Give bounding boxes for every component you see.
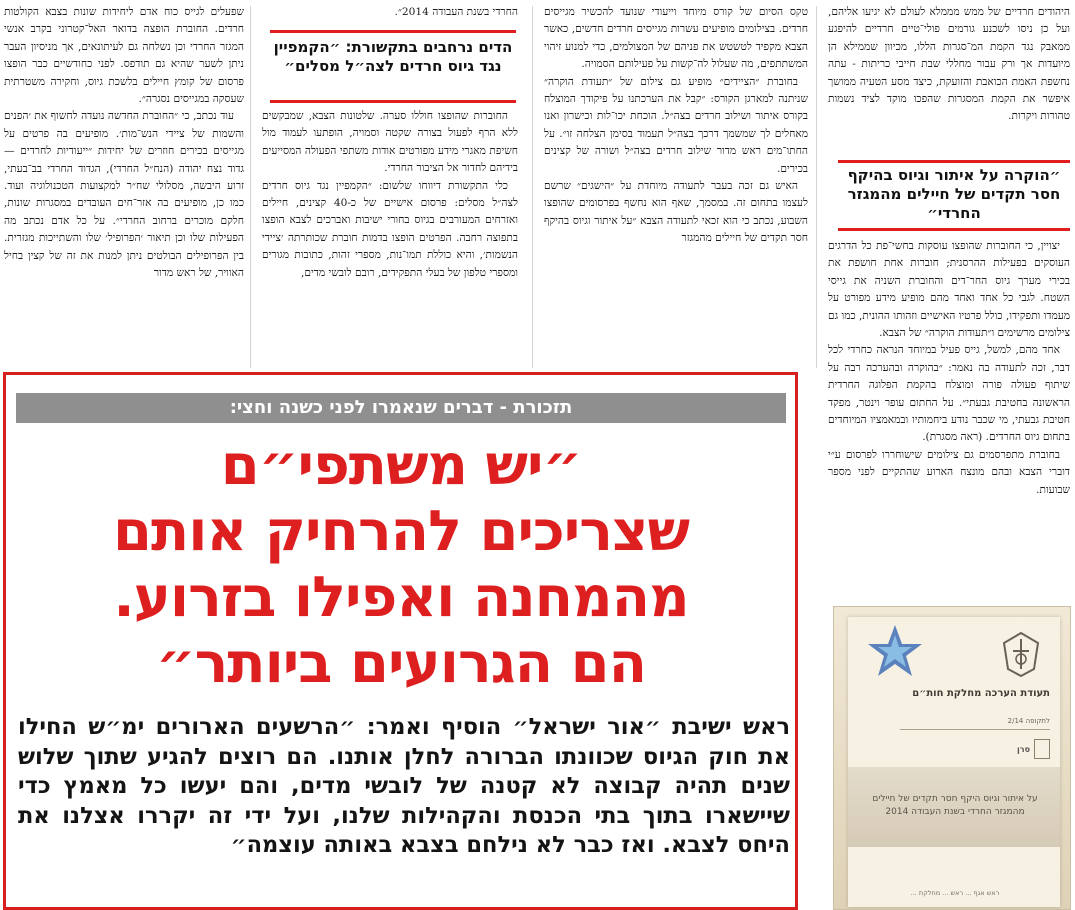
article-column-4 [4,4,244,283]
subheading-rule [270,30,516,33]
quote-body: ראש ישיבת ״אור ישראל״ הוסיף ואמר: ״הרשעים הארורים ימ״ש החילו את חוק הגיוס שכוונתו הברורה לחלן אותנו. הם רוצים להגיע שתוך שלוש שנים תהיה קבוצה לא קטנה של לובשי מדים, והם יעשו כל מאמץ כדי שיישארו בתוך בתי הכנסת והקהילות שלנו, ועל ידי זה יקררו אצלנו את היחס לצבא. ואז כבר לא נילחם בצבא באותה עוצמה״ [18,714,790,858]
paragraph: טקס הסיום של קורס מיוחד וייעודי שנועד להכשיר מגייסים חרדים. בצילומים מופיעים עשרות מגייסים חרדים חדשים, כאשר הצבא מקפיד לטשטש את פניהם של המצולמים, כדי למנוע זיהוי המשתתפים, מה שעלול לה־קשות על פעילותם הסמויה. [544,6,808,71]
article-column-3 [262,4,518,21]
star-emblem-icon [864,623,926,681]
certificate-footer: ראש אגף ... ראש ... מחלקת ... [910,889,1000,897]
quote-headline-line: שצריכים להרחיק אותם [113,499,689,564]
subheading-recognition: ״הוקרה על איתור וגיוס בהיקף חסר תקדים של חיילים מהמגזר החרדי״ [847,166,1061,222]
quote-box [3,372,798,910]
paragraph: כלי התקשורת דיווחו שלשום: ״הקמפיין נגד גיוס חרדים לצה״ל מסלים: פרסום אישיים של כ-40 קצינים, חיילים ואזרחים המעורבים בגיוס בחורי ישיבות ואברכים לצבא הופצו בתפוצה רחבה. הפרטים הופצו בדמות חוברת שכותרתה ׳ציידי הנשמות׳, והיא כוללת תמו־נות, מספרי זהות, כתובות מגורים ומספרי טלפון של בעלי התפקידים, רובם לובשי מדים, [262,179,518,279]
idf-emblem-icon [998,629,1044,679]
article-column-3b [262,108,518,282]
certificate-photo [833,606,1071,910]
column-divider [250,6,251,368]
certificate-name-box [1034,739,1050,759]
paragraph: יצויין, כי החוברות שהופצו עוסקות בחשי־פת כל הדרגים העוסקים בפעילות ההרסנית; חוברות אחת חושפת את בכירי מערך גיוס החר־דים והחוברת השניה את גייסי השטח. לגבי כל אחד ואחד מהם מופיע מידע מפורט על מעמדו ותפקידו, כולל פרטיו האישיים וזהותו ההונית, כמו גם צילומים מרשימים ו״תעודות הוקרה״ של הצבא. [828,240,1070,340]
paragraph: עוד נכתב, כי ״החוברת החדשה נועדה לחשוף את ׳הפנים והשמות של ציידי הנש־מות׳. מופיעים בה פרטים על מגייסים בכירים חוזרים של יחידות ״ייעודיות לחרדים — גדוד נצח יהודה (הנח״ל החרדי), הגדוד החרדי בב־בעתי, זרוע היבשה, מסלולי שח״ר למקצועות הטכנולוגיה ועוד. כמו כן, מופיעים בה אזר־חים העובדים במסגרות שונות, חלקם מוכרים ברחוב החרדי״. על כל אדם נכתב מה הפעילות שלו וכן תיאור ׳הפרופיל׳ שלו והשתייכות מגזרית. בין הפרופילים הבולטים ניתן למנות את זה של קצין בחיל האוויר, של ראש מדור [4,110,244,280]
column-divider [816,6,817,368]
certificate-caption: על איתור וגיוס היקף חסר תקדים של חיילים מהמגזר החרדי בשנת העבודה 2014 [872,794,1038,817]
paragraph: בחוברת ״הציידים״ מופיע גם צילום של ״תעודת הוקרה״ שניתנה למארגן הקורס: ״קבל את הערכתנו על פיקודך המוצלח בקורס איתור ושילוב חרדים בצה״ל. הוכחת יכו־לות וכישרון ואנו מאחלים לך שמשמך דרכך בצה״ל תעמוד בסימן הצלחה זו״. על החתו־מים ראש מדור שילוב חרדים בצה״ל ושורה של קצינים בכירים. [544,75,808,175]
quote-headline-line: מהמחנה ואפילו בזרוע. [113,565,689,630]
quote-banner: תזכורת - דברים שנאמרו לפני כשנה וחצי: [16,393,786,423]
certificate-title: תעודת הערכה מחלקת חות״ם [912,688,1050,699]
subheading-rule [270,100,516,103]
paragraph: שפעלים לגייס כוח אדם ליחידות שונות בצבא הקולטות חרדים. החוברת הופצה בדואר האל־קטרוני בקרב אנשי המגזר החרדי וכן נשלחה גם לעיתונאים, אך מניסיון העבר ניתן לשער שהיא גם תודפס. לפני כחודשיים כבר הופצו פרסום של קומץ חיילים בלשכת גיוס, וחקירה משטרתית שעסקה במגייסים נסגרה״. [4,6,244,106]
paragraph: בחוברת מתפרסמים גם צילומים שישוחררו לפרסום ע״י דוברי הצבא ובהם מונצח הארוע שהתקיים לפני מספר שבועות. [828,448,1070,496]
column-divider [532,6,533,368]
certificate-document [848,617,1060,907]
article-column-2 [544,4,808,248]
paragraph: החוברות שהופצו חוללו סערה. שלטונות הצבא, שמבקשים ללא הרף לפעול בצורה שקטה וסמויה, הופתעו לעמוד מול חשיפת מאגרי מידע מפורטים אודות משתפי הפעולה המסייעים בידיהם לחדור אל הציבור החרדי. [262,110,518,175]
subheading-media-echo: הדים נרחבים בתקשורת: ״הקמפיין נגד גיוס חרדים לצה״ל מסלים״ [273,38,513,75]
article-column-1b [828,238,1070,499]
subheading-rule [838,228,1070,231]
subheading-rule [838,160,1070,163]
paragraph: אחד מהם, למשל, גייס פעיל במיוחד הנראה כחרדי לכל דבר, זכה לתעודה בה נאמר: ״בהוקרה ובהערכה רבה על שיתוף פעולה פורה ומוצלח בהקמת הפלוגה החרדית הראשונה בחטיבת גבעתי״. על החתום עופר וינטר, מפקד חטיבת גבעתי, מי שכבר נודע ביחמותיו ובמאמציו המיוחדים בתחום גיוס החרדים. (ראה מסגרת). [828,344,1070,444]
paragraph: היהודים חרדיים של ממש מממלא לעולם לא יגיעו אליהם, ועל כן ניסו לשכנע גורמים פולי־טיים חרדיים להיפגע ממאבק נגד הקמת המ־סגרות הללו, מכיוון שממילא הן מיועדות אך ורק עבור מחללי שבת חייבי כריתות - עתה נחשפת האמת הכואבת והזועקת, כיצד מסע הטעיה ממושך איפשר את הקמת המסגרות שהפכו מוקד לציד נשמות טהורות ויקרות. [828,6,1070,123]
quote-headline-line: הם הגרועים ביותר״ [155,631,647,696]
quote-headline [26,433,776,697]
certificate-subtitle: לתקופה 2/14 [1007,717,1050,725]
paragraph: האיש גם זכה בעבר לתעודה מיוחדת על ״הישגים״ שרשם לעצמו בתחום זה. במסמך, שאף הוא נחשף בפרסומים שהופצו השבוע, נכתב כי הוא זכאי לתעודה הצבא ״על איתור וגיוס בהיקף חסר תקדים של חיילים מהמגזר [544,180,808,245]
paragraph: החרדי בשנת העבודה 2014״. [394,6,518,18]
quote-headline-line: ״יש משתפי״ם [220,433,582,498]
certificate-rule [900,729,1050,730]
article-column-1 [828,4,1070,126]
certificate-name-label: סרן [1017,745,1030,754]
